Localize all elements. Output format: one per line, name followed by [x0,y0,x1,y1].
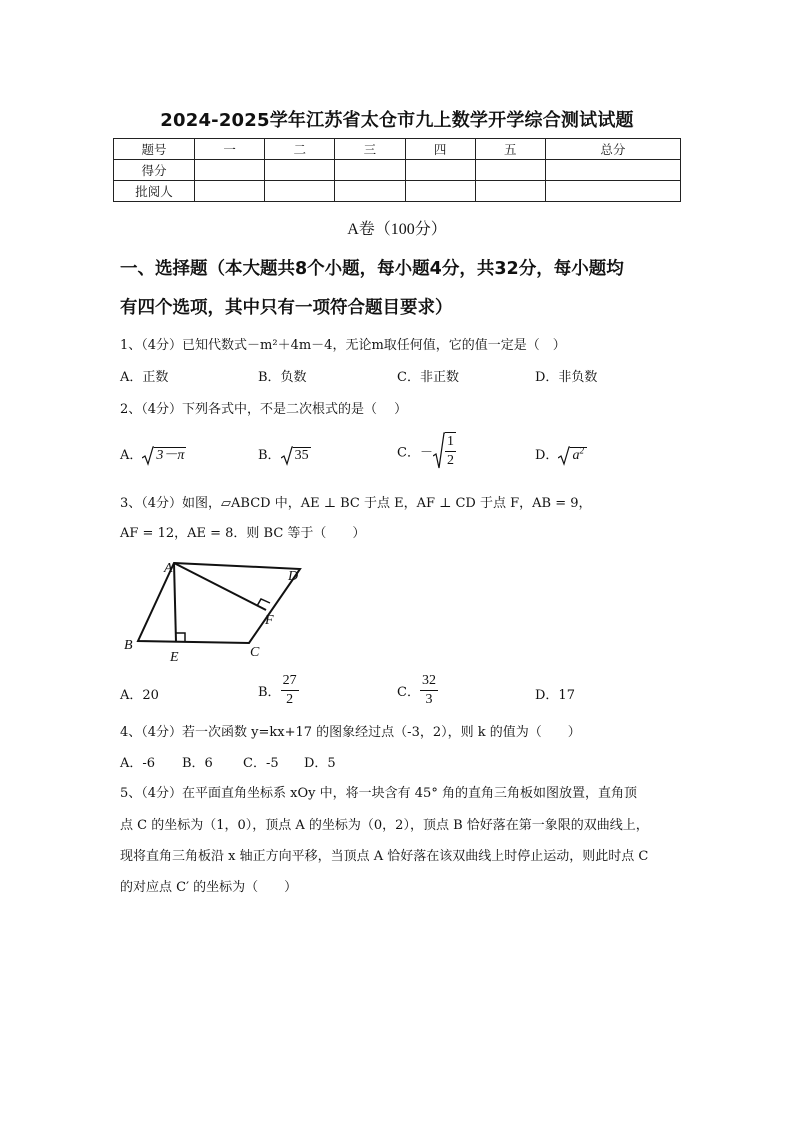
q2-label-c: C． [397,445,420,461]
q5-line2: 点 C 的坐标为（1，0），顶点 A 的坐标为（0，2），顶点 B 恰好落在第一象限的双曲线上， [120,818,649,833]
right-angle-mark-f [257,599,270,606]
q2-option-a [120,444,186,466]
score-cell[interactable] [195,160,265,181]
q2-b-radicand: 35 [294,448,309,463]
score-table-row [114,160,681,181]
score-header-cell: 四 [405,139,475,160]
score-cell[interactable] [405,160,475,181]
score-header-cell: 五 [475,139,545,160]
q3-b-numerator: 27 [281,672,299,691]
score-cell[interactable] [335,160,405,181]
score-cell[interactable] [475,160,545,181]
score-table-row [114,181,681,202]
score-cell[interactable] [545,181,680,202]
parallelogram-shape [138,563,300,643]
q2-label-d: D． [535,448,559,463]
score-cell[interactable] [475,181,545,202]
q1-option-d: D．非负数 [535,370,598,385]
radical-icon [281,446,293,466]
score-row-label: 批阅人 [114,181,195,202]
score-table [113,138,681,202]
q3-c-numerator: 32 [420,672,438,691]
label-c: C [250,645,260,660]
q3-b-fraction [281,672,299,709]
score-table-header-row [114,139,681,160]
q1-option-b: B．负数 [258,370,307,385]
q3-option-d: D．17 [535,688,575,703]
page-title: 2024-2025学年江苏省太仓市九上数学开学综合测试试题 [160,110,634,131]
q1-option-c: C．非正数 [397,370,459,385]
q3-label-b: B． [258,685,281,700]
score-cell[interactable] [265,160,335,181]
score-cell[interactable] [265,181,335,202]
score-header-cell: 题号 [114,139,195,160]
q4-text: 4、（4分）若一次函数 y=kx+17 的图象经过点（-3，2），则 k 的值为（ ） [120,725,581,740]
q2-c-numerator: 1 [445,433,456,452]
q3-label-c: C． [397,685,420,700]
q2-option-d [535,444,587,466]
segment-af [174,563,266,610]
score-header-cell: 二 [265,139,335,160]
q4-option-b: B．6 [182,756,213,771]
q2-d-exp: 2 [579,445,584,456]
q3-b-denominator: 2 [286,692,294,707]
q5-line3: 现将直角三角板沿 x 轴正方向平移，当顶点 A 恰好落在该双曲线上时停止运动，则此时点 C [120,849,649,864]
q2-label-b: B． [258,448,281,463]
label-b: B [124,638,133,653]
segment-ae [174,563,176,642]
q2-c-denominator: 2 [446,453,454,468]
q5-line1: 5、（4分）在平面直角坐标系 xOy 中，将一块含有 45° 角的直角三角板如图放置，直角顶 [120,786,637,801]
q2-a-radicand: 3－π [156,448,185,463]
label-f: F [265,613,274,628]
score-cell[interactable] [405,181,475,202]
q1-option-a: A．正数 [120,370,169,385]
radical-icon [142,446,154,466]
q3-option-a: A．20 [120,688,159,703]
q3-c-fraction [420,672,438,709]
q2-option-c [397,432,456,470]
q5-line4: 的对应点 C′ 的坐标为（ ） [120,880,298,895]
label-e: E [170,650,179,665]
score-row-label: 得分 [114,160,195,181]
q2-d-base: a [572,448,580,463]
q3-option-b [258,672,299,709]
score-header-cell: 一 [195,139,265,160]
right-angle-mark-e [176,633,185,642]
score-header-cell: 三 [335,139,405,160]
score-cell[interactable] [195,181,265,202]
q3-line1: 3、（4分）如图，▱ABCD 中，AE ⊥ BC 于点 E，AF ⊥ CD 于点 F，AB = 9， [120,496,592,511]
q4-option-a: A．-6 [120,756,156,771]
part1-heading-line1: 一、选择题（本大题共8个小题，每小题4分，共32分，每小题均 [120,259,624,279]
q2-c-fraction [445,432,456,470]
section-a-title: A卷（100分） [347,221,447,238]
q3-option-c [397,672,438,709]
radical-icon [433,432,445,470]
q1-text: 1、（4分）已知代数式－m²＋4m－4，无论m取任何值，它的值一定是（ ） [120,338,566,353]
q4-option-c: C．-5 [243,756,279,771]
score-cell[interactable] [545,160,680,181]
part1-heading-line2: 有四个选项，其中只有一项符合题目要求） [120,298,453,318]
score-cell[interactable] [335,181,405,202]
q2-text: 2、（4分）下列各式中，不是二次根式的是（ ） [120,402,408,417]
q2-label-a: A． [120,448,143,463]
score-header-cell: 总分 [545,139,680,160]
q4-option-d: D．5 [304,756,336,771]
label-a: A [164,561,173,576]
q2-option-b [258,444,311,466]
radical-icon [558,446,570,466]
q3-c-denominator: 3 [425,692,433,707]
label-d: D [288,569,299,584]
q3-parallelogram-figure [118,555,318,667]
q2-c-minus: － [419,445,433,461]
q3-line2: AF = 12，AE = 8．则 BC 等于（ ） [120,526,366,541]
